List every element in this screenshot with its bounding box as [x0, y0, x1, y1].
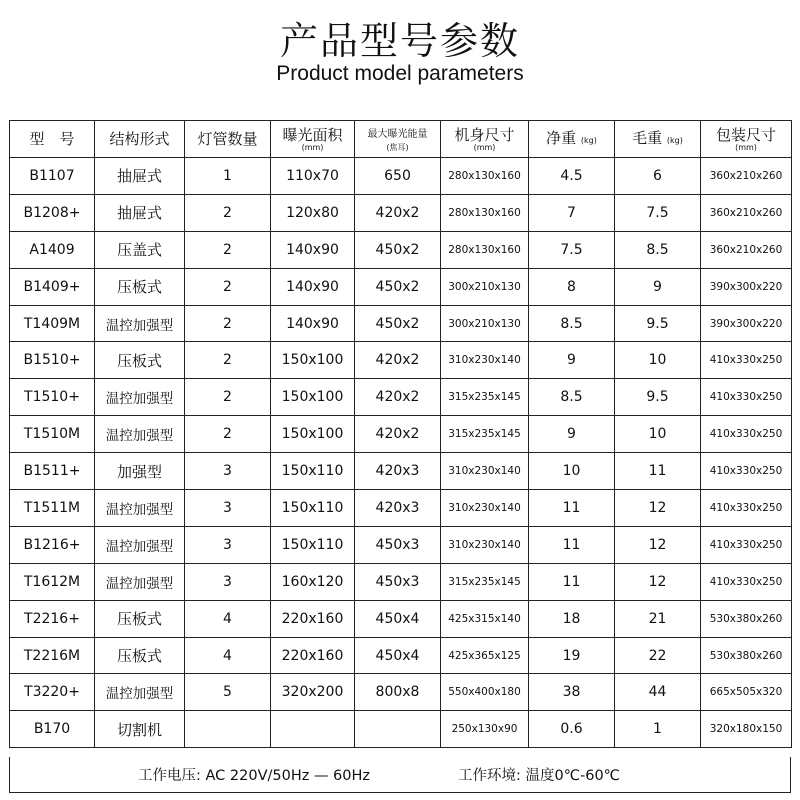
cell-energy: 450x4 [355, 637, 441, 674]
table-row [10, 563, 792, 600]
cell-pack: 410x330x250 [701, 563, 792, 600]
cell-energy: 420x3 [355, 490, 441, 527]
cell-structure: 温控加强型 [95, 379, 185, 416]
cell-structure: 温控加强型 [95, 490, 185, 527]
cell-pack: 390x300x220 [701, 305, 792, 342]
header-area: 曝光面积 (mm) [271, 121, 355, 158]
cell-net: 9 [529, 342, 615, 379]
cell-structure: 加强型 [95, 453, 185, 490]
cell-structure: 压板式 [95, 342, 185, 379]
cell-net: 0.6 [529, 711, 615, 748]
cell-area: 150x100 [271, 416, 355, 453]
cell-net: 8.5 [529, 379, 615, 416]
table-row [10, 600, 792, 637]
table-row [10, 490, 792, 527]
cell-net: 19 [529, 637, 615, 674]
table-row [10, 674, 792, 711]
cell-model: A1409 [10, 231, 95, 268]
cell-pack: 410x330x250 [701, 490, 792, 527]
cell-structure: 压板式 [95, 600, 185, 637]
header-gross-weight: 毛重 (kg) [615, 121, 701, 158]
cell-gross: 21 [615, 600, 701, 637]
cell-pack: 410x330x250 [701, 416, 792, 453]
cell-size: 280x130x160 [441, 231, 529, 268]
cell-size: 310x230x140 [441, 490, 529, 527]
cell-pack: 360x210x260 [701, 194, 792, 231]
cell-energy: 450x4 [355, 600, 441, 637]
cell-structure: 切割机 [95, 711, 185, 748]
table-header-row [10, 121, 792, 158]
cell-pack: 530x380x260 [701, 637, 792, 674]
cell-energy: 450x3 [355, 526, 441, 563]
cell-model: T1409M [10, 305, 95, 342]
cell-model: B1511+ [10, 453, 95, 490]
cell-size: 280x130x160 [441, 194, 529, 231]
cell-size: 425x365x125 [441, 637, 529, 674]
cell-energy: 420x3 [355, 453, 441, 490]
cell-net: 7.5 [529, 231, 615, 268]
cell-model: B1216+ [10, 526, 95, 563]
cell-structure: 温控加强型 [95, 674, 185, 711]
cell-tubes: 2 [185, 231, 271, 268]
page-title: 产品型号参数 [279, 19, 520, 63]
cell-structure: 温控加强型 [95, 305, 185, 342]
cell-size: 250x130x90 [441, 711, 529, 748]
cell-area: 150x110 [271, 526, 355, 563]
cell-pack: 410x330x250 [701, 342, 792, 379]
cell-area: 120x80 [271, 194, 355, 231]
cell-energy: 420x2 [355, 379, 441, 416]
cell-gross: 22 [615, 637, 701, 674]
cell-tubes: 2 [185, 342, 271, 379]
cell-gross: 9.5 [615, 305, 701, 342]
cell-structure: 压盖式 [95, 231, 185, 268]
cell-model: T1511M [10, 490, 95, 527]
cell-pack: 665x505x320 [701, 674, 792, 711]
cell-model: T1510M [10, 416, 95, 453]
cell-size: 310x230x140 [441, 342, 529, 379]
cell-area: 220x160 [271, 637, 355, 674]
cell-tubes: 3 [185, 563, 271, 600]
cell-pack: 410x330x250 [701, 453, 792, 490]
cell-gross: 9.5 [615, 379, 701, 416]
cell-structure: 压板式 [95, 268, 185, 305]
header-net-weight: 净重 (kg) [529, 121, 615, 158]
cell-gross: 8.5 [615, 231, 701, 268]
cell-energy: 420x2 [355, 194, 441, 231]
cell-structure: 温控加强型 [95, 526, 185, 563]
footer-voltage: 工作电压: AC 220V/50Hz — 60Hz [138, 768, 371, 784]
footer-specs [9, 757, 791, 793]
cell-model: B170 [10, 711, 95, 748]
cell-structure: 抽屉式 [95, 194, 185, 231]
cell-structure: 压板式 [95, 637, 185, 674]
cell-energy: 450x3 [355, 563, 441, 600]
table-row [10, 231, 792, 268]
parameter-table-wrapper [9, 120, 791, 748]
cell-energy: 800x8 [355, 674, 441, 711]
cell-model: B1107 [10, 158, 95, 195]
cell-size: 310x230x140 [441, 453, 529, 490]
header-structure: 结构形式 [95, 121, 185, 158]
table-row [10, 305, 792, 342]
cell-area: 150x100 [271, 342, 355, 379]
cell-tubes: 2 [185, 268, 271, 305]
header-model: 型 号 [10, 121, 95, 158]
cell-energy: 450x2 [355, 305, 441, 342]
cell-size: 310x230x140 [441, 526, 529, 563]
cell-model: T2216+ [10, 600, 95, 637]
cell-tubes: 5 [185, 674, 271, 711]
cell-pack: 360x210x260 [701, 231, 792, 268]
cell-energy: 420x2 [355, 342, 441, 379]
cell-gross: 7.5 [615, 194, 701, 231]
cell-model: T3220+ [10, 674, 95, 711]
cell-tubes: 3 [185, 526, 271, 563]
table-row [10, 711, 792, 748]
cell-gross: 44 [615, 674, 701, 711]
cell-net: 11 [529, 526, 615, 563]
cell-net: 11 [529, 490, 615, 527]
cell-net: 8 [529, 268, 615, 305]
table-row [10, 453, 792, 490]
cell-area [271, 711, 355, 748]
cell-size: 315x235x145 [441, 563, 529, 600]
cell-structure: 温控加强型 [95, 416, 185, 453]
cell-pack: 390x300x220 [701, 268, 792, 305]
table-row [10, 637, 792, 674]
cell-model: B1208+ [10, 194, 95, 231]
cell-area: 160x120 [271, 563, 355, 600]
table-row [10, 379, 792, 416]
cell-net: 18 [529, 600, 615, 637]
table-row [10, 194, 792, 231]
cell-tubes: 3 [185, 453, 271, 490]
cell-size: 280x130x160 [441, 158, 529, 195]
cell-gross: 10 [615, 416, 701, 453]
cell-area: 140x90 [271, 305, 355, 342]
cell-size: 315x235x145 [441, 379, 529, 416]
cell-tubes: 4 [185, 600, 271, 637]
cell-tubes: 2 [185, 305, 271, 342]
cell-pack: 320x180x150 [701, 711, 792, 748]
header-energy: 最大曝光能量 (焦耳) [355, 121, 441, 158]
cell-model: T1510+ [10, 379, 95, 416]
cell-area: 150x110 [271, 490, 355, 527]
cell-size: 425x315x140 [441, 600, 529, 637]
cell-area: 140x90 [271, 268, 355, 305]
cell-gross: 12 [615, 563, 701, 600]
cell-energy: 420x2 [355, 416, 441, 453]
cell-structure: 温控加强型 [95, 563, 185, 600]
cell-area: 110x70 [271, 158, 355, 195]
cell-model: T1612M [10, 563, 95, 600]
cell-energy: 450x2 [355, 231, 441, 268]
header-tubes: 灯管数量 [185, 121, 271, 158]
cell-model: T2216M [10, 637, 95, 674]
header-pack-size: 包装尺寸 (mm) [701, 121, 792, 158]
cell-tubes: 4 [185, 637, 271, 674]
cell-model: B1510+ [10, 342, 95, 379]
cell-gross: 6 [615, 158, 701, 195]
table-body [10, 158, 792, 748]
cell-pack: 410x330x250 [701, 526, 792, 563]
table-row [10, 416, 792, 453]
header-size: 机身尺寸 (mm) [441, 121, 529, 158]
cell-energy: 650 [355, 158, 441, 195]
footer-environment: 工作环境: 温度0℃-60℃ [458, 768, 620, 784]
page-subtitle: Product model parameters [276, 62, 524, 85]
cell-area: 220x160 [271, 600, 355, 637]
cell-net: 9 [529, 416, 615, 453]
cell-tubes: 3 [185, 490, 271, 527]
cell-net: 4.5 [529, 158, 615, 195]
cell-area: 140x90 [271, 231, 355, 268]
cell-tubes: 1 [185, 158, 271, 195]
cell-gross: 9 [615, 268, 701, 305]
cell-tubes: 2 [185, 194, 271, 231]
cell-area: 150x110 [271, 453, 355, 490]
cell-net: 8.5 [529, 305, 615, 342]
cell-net: 11 [529, 563, 615, 600]
cell-gross: 1 [615, 711, 701, 748]
table-row [10, 268, 792, 305]
cell-gross: 10 [615, 342, 701, 379]
cell-size: 300x210x130 [441, 305, 529, 342]
cell-pack: 410x330x250 [701, 379, 792, 416]
cell-size: 550x400x180 [441, 674, 529, 711]
cell-gross: 12 [615, 490, 701, 527]
cell-net: 7 [529, 194, 615, 231]
cell-structure: 抽屉式 [95, 158, 185, 195]
cell-size: 300x210x130 [441, 268, 529, 305]
cell-size: 315x235x145 [441, 416, 529, 453]
cell-gross: 11 [615, 453, 701, 490]
cell-pack: 360x210x260 [701, 158, 792, 195]
cell-energy: 450x2 [355, 268, 441, 305]
cell-area: 150x100 [271, 379, 355, 416]
table-row [10, 158, 792, 195]
cell-pack: 530x380x260 [701, 600, 792, 637]
table-row [10, 526, 792, 563]
parameter-table [9, 120, 792, 748]
cell-tubes: 2 [185, 416, 271, 453]
cell-energy [355, 711, 441, 748]
cell-tubes [185, 711, 271, 748]
cell-model: B1409+ [10, 268, 95, 305]
table-row [10, 342, 792, 379]
cell-net: 38 [529, 674, 615, 711]
cell-gross: 12 [615, 526, 701, 563]
cell-net: 10 [529, 453, 615, 490]
cell-area: 320x200 [271, 674, 355, 711]
cell-tubes: 2 [185, 379, 271, 416]
